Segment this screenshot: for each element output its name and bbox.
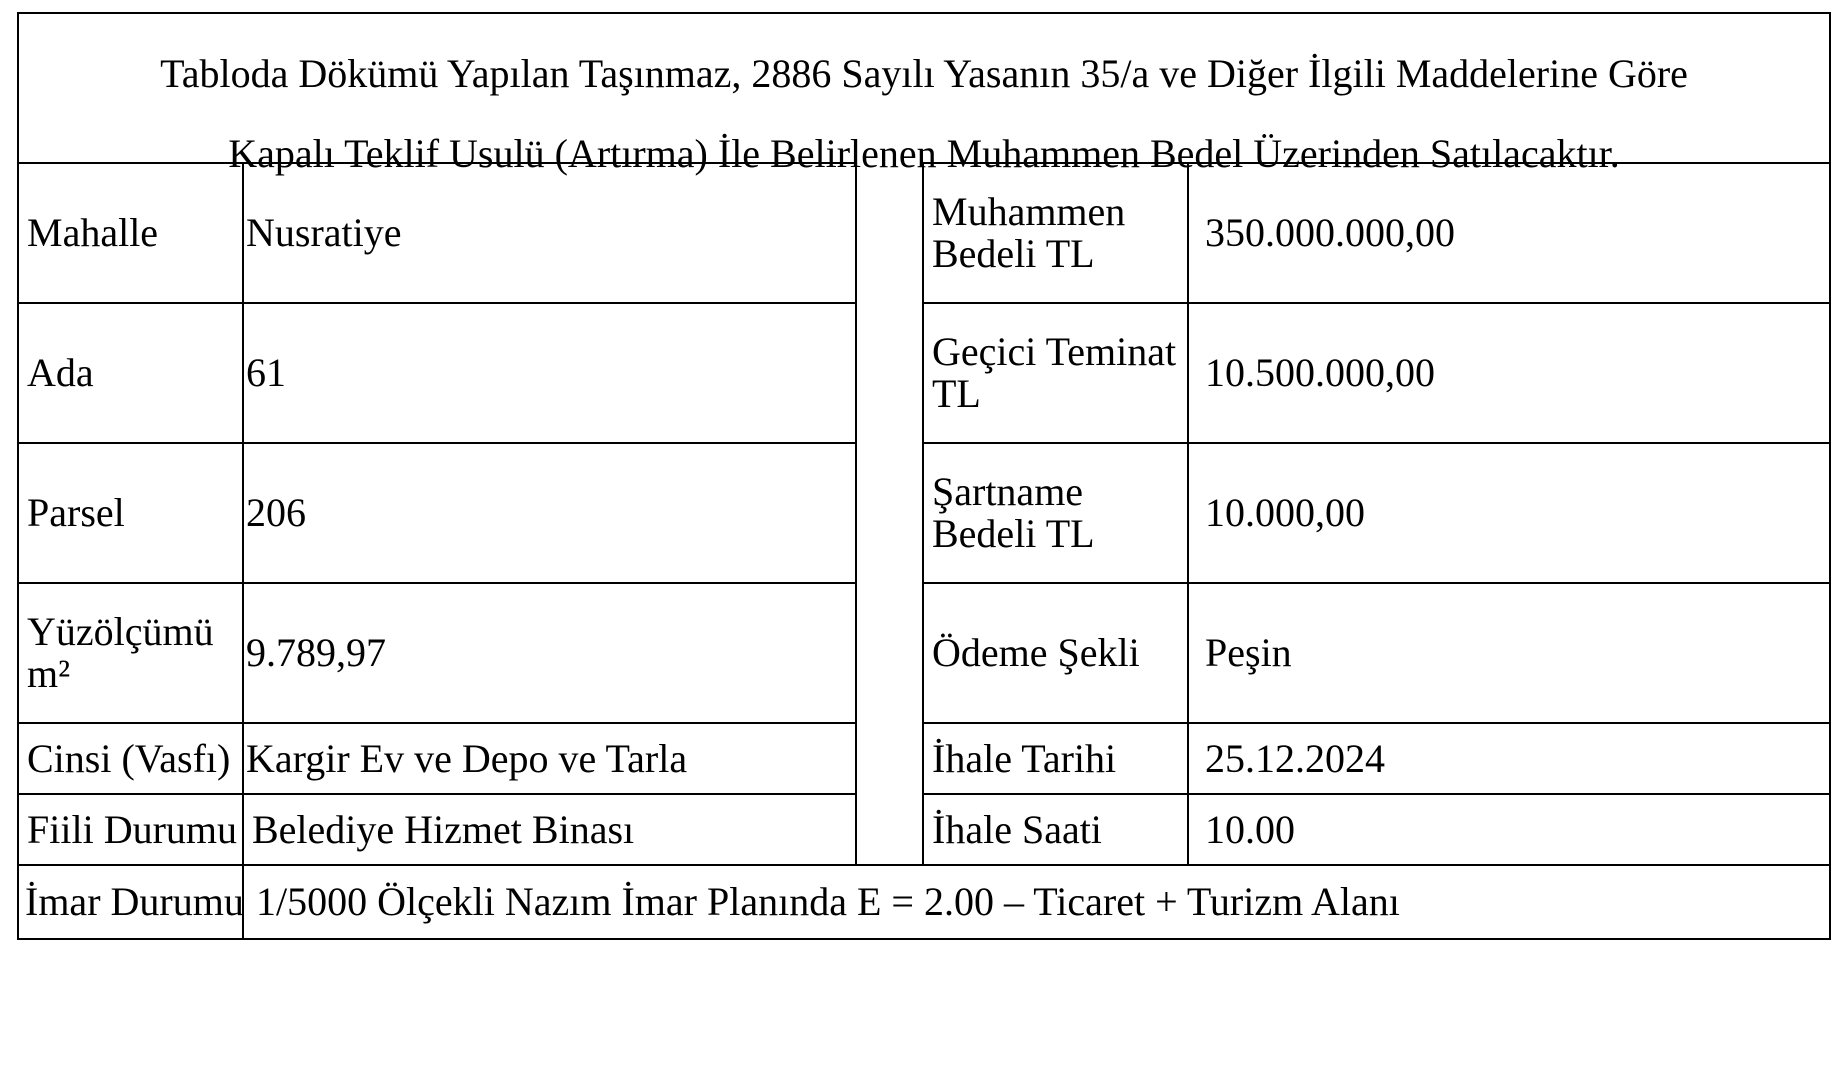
label-fiili-durumu: Fiili Durumu <box>17 793 244 866</box>
label-muhammen-bedeli: Muhammen Bedeli TL <box>922 162 1189 304</box>
label-odeme-sekli: Ödeme Şekli <box>922 582 1189 724</box>
value-sartname-bedeli: 10.000,00 <box>1187 442 1831 584</box>
label-yuzolcumu: Yüzölçümü m² <box>17 582 244 724</box>
label-ada: Ada <box>17 302 244 444</box>
value-fiili-durumu: Belediye Hizmet Binası <box>242 793 857 866</box>
value-parsel: 206 <box>242 442 857 584</box>
value-gecici-teminat: 10.500.000,00 <box>1187 302 1831 444</box>
value-odeme-sekli: Peşin <box>1187 582 1831 724</box>
label-ihale-saati: İhale Saati <box>922 793 1189 866</box>
label-sartname-bedeli: Şartname Bedeli TL <box>922 442 1189 584</box>
label-gecici-teminat: Geçici Teminat TL <box>922 302 1189 444</box>
label-imar-durumu: İmar Durumu <box>17 864 244 940</box>
value-imar-durumu: 1/5000 Ölçekli Nazım İmar Planında E = 2.00 – Ticaret + Turizm Alanı <box>242 864 1831 940</box>
value-cinsi: Kargir Ev ve Depo ve Tarla <box>242 722 857 795</box>
value-ihale-saati: 10.00 <box>1187 793 1831 866</box>
notice-title-line-1: Tabloda Dökümü Yapılan Taşınmaz, 2886 Sayılı Yasanın 35/a ve Diğer İlgili Maddelerine Göre <box>160 51 1688 96</box>
value-mahalle: Nusratiye <box>242 162 857 304</box>
label-cinsi: Cinsi (Vasfı) <box>17 722 244 795</box>
value-muhammen-bedeli: 350.000.000,00 <box>1187 162 1831 304</box>
notice-title-line-2: Kapalı Teklif Usulü (Artırma) İle Belirlenen Muhammen Bedel Üzerinden Satılacaktır. <box>228 131 1620 176</box>
value-ada: 61 <box>242 302 857 444</box>
value-yuzolcumu: 9.789,97 <box>242 582 857 724</box>
auction-notice <box>17 12 1831 1086</box>
value-ihale-tarihi: 25.12.2024 <box>1187 722 1831 795</box>
label-mahalle: Mahalle <box>17 162 244 304</box>
notice-header <box>17 12 1831 179</box>
label-ihale-tarihi: İhale Tarihi <box>922 722 1189 795</box>
label-parsel: Parsel <box>17 442 244 584</box>
